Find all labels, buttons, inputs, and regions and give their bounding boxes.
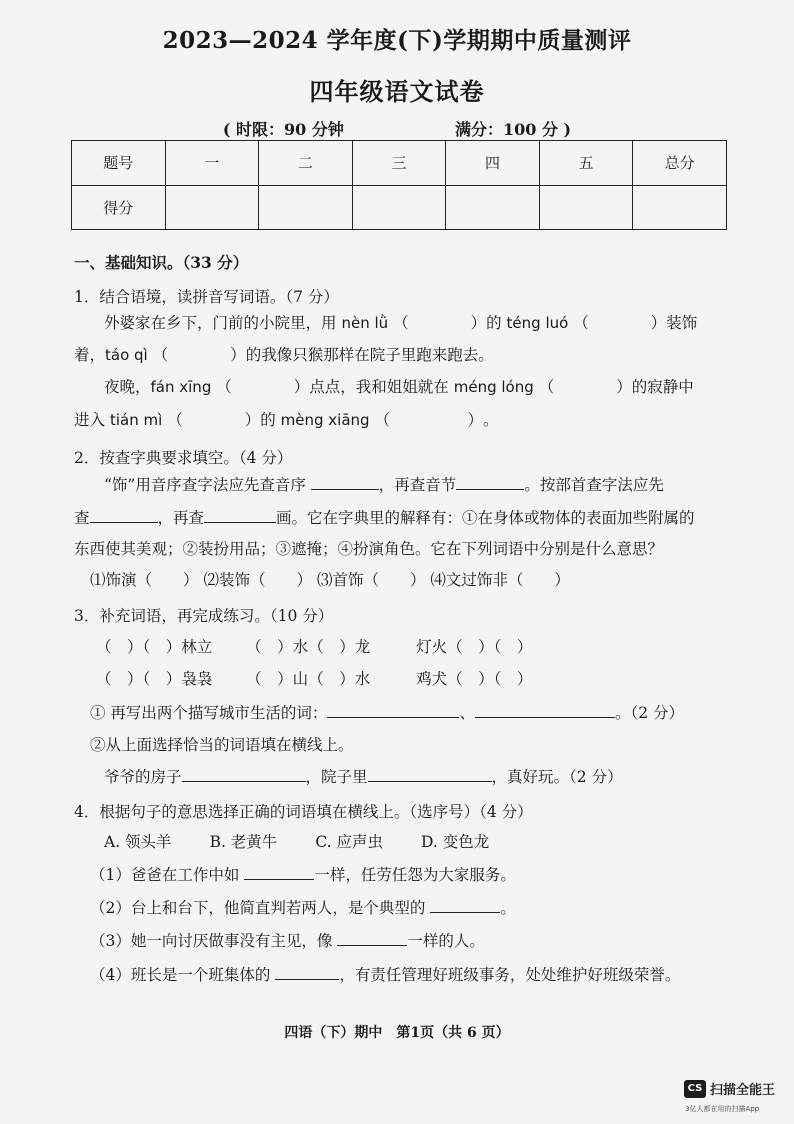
scanner-app-name: 扫描全能王 xyxy=(710,1083,776,1098)
scanner-watermark xyxy=(684,1079,775,1098)
q1-line-3: 夜晚，fán xīng （ ）点点，我和姐姐就在 méng lóng （ ）的寂静中 xyxy=(104,378,694,396)
question-4-title: 4．根据句子的意思选择正确的词语填在横线上。（选序号）（4 分） xyxy=(74,803,533,821)
full-score: 满分：100 分 ) xyxy=(455,120,572,139)
score-cell: 一 xyxy=(165,141,259,186)
score-cell: 题号 xyxy=(72,141,166,186)
q2-line-1: “饰”用音序查字法应先查音序 ，再查音节 。按部首查字法应先 xyxy=(104,476,664,494)
exam-meta xyxy=(0,117,794,140)
q4-sentence-4: （4）班长是一个班集体的 ，有责任管理好班级事务，处处维护好班级荣誉。 xyxy=(90,966,681,984)
q4-sentence-2: （2）台上和台下，他简直判若两人，是个典型的 。 xyxy=(90,899,516,917)
q3-line-2: （ ）（ ）袅袅 （ ）山（ ）水 鸡犬（ ）（ ） xyxy=(96,670,533,688)
answer-blank[interactable] xyxy=(204,507,276,523)
score-cell: 总分 xyxy=(633,141,727,186)
q3-sub-2: ②从上面选择恰当的词语填在横线上。 xyxy=(90,736,354,754)
question-3-title: 3．补充词语，再完成练习。（10 分） xyxy=(74,607,334,625)
score-input-cell[interactable] xyxy=(259,185,353,230)
exam-subtitle: 四年级语文试卷 xyxy=(309,77,485,106)
question-2-title: 2．按查字典要求填空。（4 分） xyxy=(74,449,293,467)
exam-title: 2023—2024 学年度(下)学期期中质量测评 xyxy=(162,27,632,54)
q1-line-2: 着，táo qì （ ）的我像只猴那样在院子里跑来跑去。 xyxy=(74,346,494,364)
score-table-header-row xyxy=(72,141,727,186)
answer-blank[interactable] xyxy=(311,474,379,490)
score-input-cell[interactable] xyxy=(539,185,633,230)
score-cell: 四 xyxy=(446,141,540,186)
q2-line-4: ⑴饰演（ ） ⑵装饰（ ） ⑶首饰（ ） ⑷文过饰非（ ） xyxy=(90,571,570,589)
answer-blank[interactable] xyxy=(430,897,500,913)
answer-blank[interactable] xyxy=(456,474,524,490)
answer-blank[interactable] xyxy=(475,702,615,718)
score-cell: 三 xyxy=(352,141,446,186)
camscanner-icon: CS xyxy=(684,1080,706,1098)
question-1-title: 1．结合语境，读拼音写词语。（7 分） xyxy=(74,288,339,306)
answer-blank[interactable] xyxy=(182,766,306,782)
time-limit: ( 时限：90 分钟 xyxy=(222,120,344,139)
scanner-tagline: 3亿人都在用的扫描App xyxy=(685,1105,760,1113)
q1-line-4: 进入 tián mì （ ）的 mèng xiāng （ ）。 xyxy=(74,411,499,429)
answer-blank[interactable] xyxy=(337,930,407,946)
score-input-cell[interactable] xyxy=(633,185,727,230)
answer-blank[interactable] xyxy=(244,864,314,880)
score-table xyxy=(71,140,727,230)
section-heading: 一、基础知识。（33 分） xyxy=(74,253,249,272)
answer-blank[interactable] xyxy=(275,964,339,980)
score-input-cell[interactable] xyxy=(165,185,259,230)
score-cell: 二 xyxy=(259,141,353,186)
score-input-cell[interactable] xyxy=(446,185,540,230)
q3-line-1: （ ）（ ）林立 （ ）水（ ）龙 灯火（ ）（ ） xyxy=(96,638,533,656)
answer-blank[interactable] xyxy=(327,702,459,718)
score-cell: 五 xyxy=(539,141,633,186)
answer-blank[interactable] xyxy=(368,766,492,782)
q1-line-1: 外婆家在乡下，门前的小院里，用 nèn lǜ （ ）的 téng luó （ ）装饰 xyxy=(104,314,698,332)
q3-sub-1: ① 再写出两个描写城市生活的词： 、 。（2 分） xyxy=(90,704,684,722)
score-table-score-row xyxy=(72,185,727,230)
score-input-cell[interactable] xyxy=(352,185,446,230)
q4-sentence-3: （3）她一向讨厌做事没有主见，像 一样的人。 xyxy=(90,932,485,950)
page-footer: 四语（下）期中 第1页（共 6 页） xyxy=(284,1025,510,1041)
q2-line-2: 查 ，再查 画。它在字典里的解释有：①在身体或物体的表面加些附属的 xyxy=(74,509,695,527)
answer-blank[interactable] xyxy=(90,507,158,523)
score-cell: 得分 xyxy=(72,185,166,230)
q4-options: A. 领头羊 B. 老黄牛 C. 应声虫 D. 变色龙 xyxy=(104,833,490,851)
q2-line-3: 东西使其美观；②装扮用品；③遮掩；④扮演角色。它在下列词语中分别是什么意思？ xyxy=(74,540,664,558)
q3-sub-3: 爷爷的房子 ，院子里 ，真好玩。（2 分） xyxy=(104,768,623,786)
q4-sentence-1: （1）爸爸在工作中如 一样，任劳任怨为大家服务。 xyxy=(90,866,516,884)
